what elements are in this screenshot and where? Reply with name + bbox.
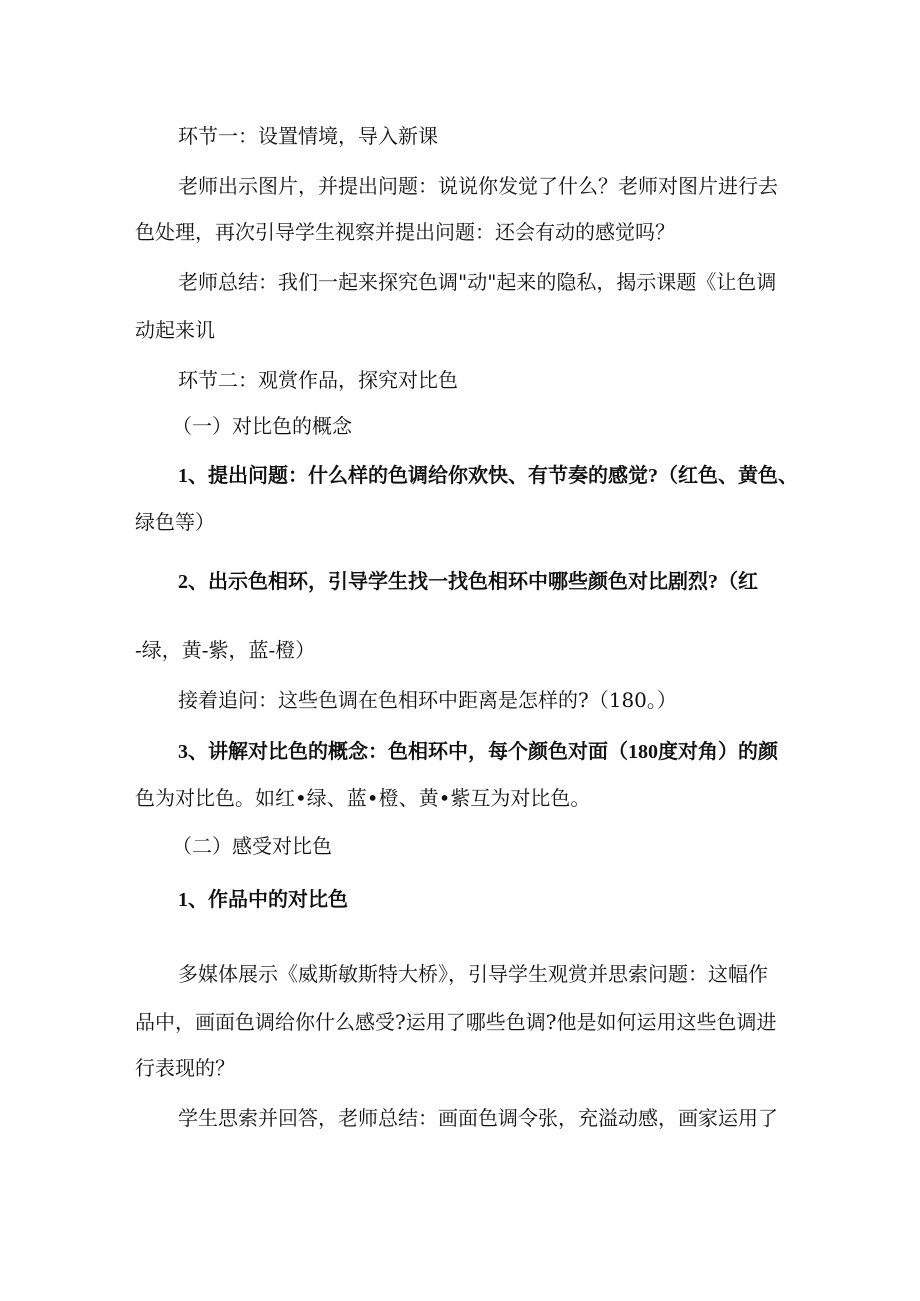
text-line: 多媒体展示《威斯敏斯特大桥》，引导学生观赏并思索问题：这幅作	[178, 962, 768, 986]
text-line: 行表现的？	[135, 1056, 235, 1080]
text-line: 1、提出问题：什么样的色调给你欢快、有节奏的感觉?（红色、黄色、	[178, 465, 798, 487]
text-line: 老师总结：我们一起来探究色调"动"起来的隐私，揭示课题《让色调	[178, 270, 777, 294]
text-line: 色为对比色。如红•绿、蓝•橙、黄•紫互为对比色。	[135, 786, 591, 810]
text-line: （二）感受对比色	[172, 834, 332, 858]
text-line: 1、作品中的对比色	[178, 889, 348, 911]
text-line: 环节二：观赏作品，探究对比色	[178, 368, 458, 392]
text-line: 品中，画面色调给你什么感受?运用了哪些色调?他是如何运用这些色调进	[135, 1010, 777, 1034]
text-line: 动起来讥	[135, 318, 215, 342]
text-line: 色处理，再次引导学生视察并提出问题：还会有动的感觉吗？	[135, 220, 675, 244]
text-line: 环节一：设置情境，导入新课	[178, 124, 438, 148]
text-line: （一）对比色的概念	[172, 414, 352, 438]
text-line: 老师出示图片，并提出问题：说说你发觉了什么？老师对图片进行去	[178, 174, 778, 198]
text-line: 学生思索并回答，老师总结：画面色调令张，充溢动感，画家运用了	[178, 1106, 778, 1130]
text-line: 2、出示色相环，引导学生找一找色相环中哪些颜色对比剧烈?（红	[178, 571, 758, 593]
text-line: 接着追问：这些色调在色相环中距离是怎样的?（180。）	[178, 688, 677, 712]
text-line: -绿，黄-紫，蓝-橙）	[135, 638, 316, 662]
text-line: 3、讲解对比色的概念：色相环中，每个颜色对面（180度对角）的颜	[178, 741, 778, 763]
text-line: 绿色等）	[135, 510, 215, 534]
